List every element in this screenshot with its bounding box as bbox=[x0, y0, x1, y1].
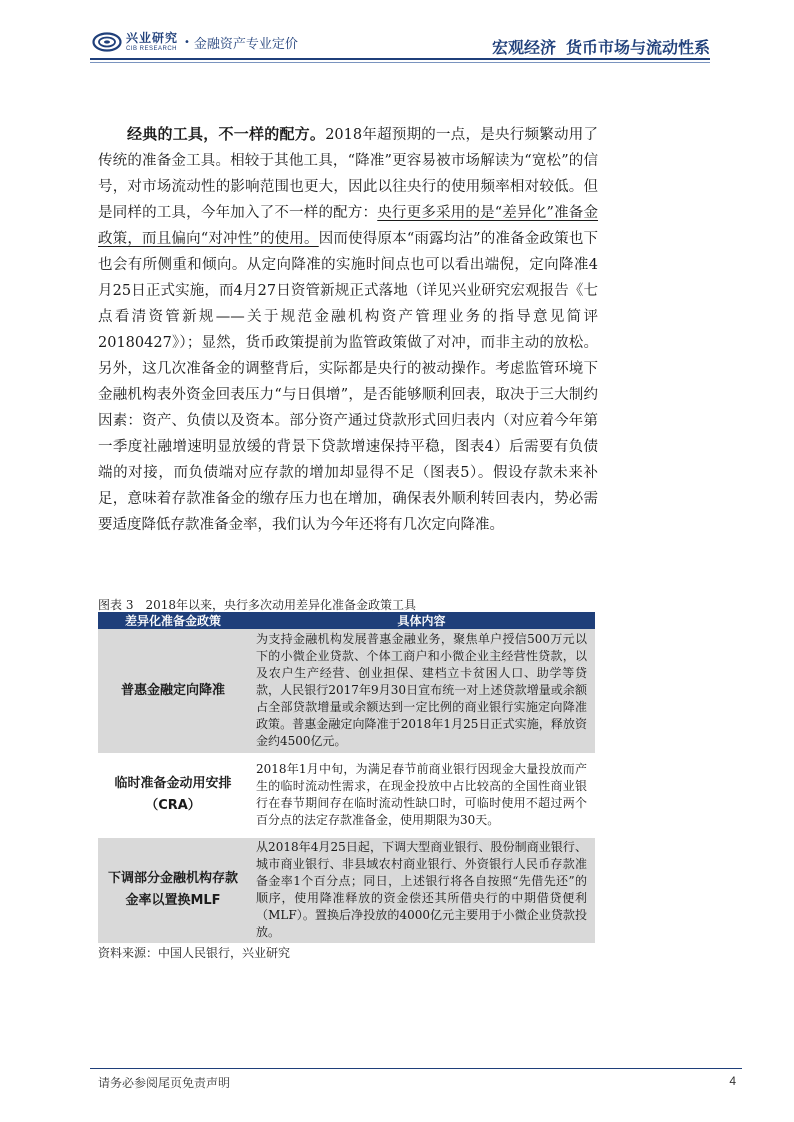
table-source: 资料来源：中国人民银行，兴业研究 bbox=[98, 946, 291, 960]
table-row bbox=[98, 629, 595, 753]
policy-name: 下调部分金融机构存款金率以置换MLF bbox=[98, 837, 248, 943]
table-caption-title: 2018年以来，央行多次动用差异化准备金政策工具 bbox=[145, 598, 416, 612]
policy-name: 临时准备金动用安排（CRA） bbox=[98, 753, 248, 837]
header-divider-thin bbox=[90, 62, 710, 63]
policy-name: 普惠金融定向降准 bbox=[98, 629, 248, 753]
header-divider bbox=[90, 58, 710, 60]
separator-dot: • bbox=[184, 36, 190, 48]
report-series bbox=[492, 35, 710, 58]
table-header-policy: 差异化准备金政策 bbox=[98, 612, 248, 629]
table-caption-label: 图表 3 bbox=[98, 598, 134, 612]
report-section: 宏观经济 bbox=[491, 38, 556, 57]
policy-table bbox=[98, 612, 595, 944]
body-paragraph bbox=[98, 121, 598, 538]
brand-name bbox=[126, 32, 178, 52]
brand-en: CIB RESEARCH bbox=[126, 46, 178, 52]
paragraph-highlight: 央行更多采用的是“差异化”准备金政策，而且偏向“对冲性”的使用。 bbox=[98, 205, 599, 247]
brand-slogan: 金融资产专业定价 bbox=[193, 36, 298, 52]
report-subsection: 货币市场与流动性系 bbox=[565, 38, 710, 57]
footer-disclaimer: 请务必参阅尾页免责声明 bbox=[98, 1076, 231, 1090]
brand-cn: 兴业研究 bbox=[126, 31, 179, 45]
paragraph-text-1: 2018年超预期的一点，是央行频繁动用了传统的准备金工具。相较于其他工具，“降准”更容易被市场解读为“宽松”的信号，对市场流动性的影响范围也更大，因此以往央行的使用频率相对较低。但是同样的工具，今年加入了不一样的配方： bbox=[98, 127, 598, 221]
cib-logo-icon bbox=[92, 32, 122, 52]
table-row bbox=[98, 837, 595, 943]
table-header-row bbox=[98, 612, 595, 629]
header-logo bbox=[92, 30, 298, 54]
paragraph-lead: 经典的工具，不一样的配方。 bbox=[127, 125, 326, 143]
policy-content: 为支持金融机构发展普惠金融业务，聚焦单户授信500万元以下的小微企业贷款、个体工商户和小微企业主经营性贷款，以及农户生产经营、创业担保、建档立卡贫困人口、助学等贷款，人民银行2017年9月30日宣布统一对上述贷款增量或余额占全部贷款增量或余额达到一定比例的商业银行实施定向降准政策。普惠金融定向降准于2018年1月25日正式实施，释放资金约4500亿元。 bbox=[248, 629, 595, 753]
footer-divider bbox=[90, 1068, 742, 1069]
paragraph-text-2: 因而使得原本“雨露均沾”的准备金政策也下也会有所侧重和倾向。从定向降准的实施时间点也可以看出端倪，定向降准4月25日正式实施，而4月27日资管新规正式落地（详见兴业研究宏观报告《七点看清资管新规——关于规范金融机构资产管理业务的指导意见简评 20180427》）；显然，货币政策提前为监管政策做了对冲，而非主动的放松。另外，这几次准备金的调整背后，实际都是央行的被动操作。考虑监管环境下金融机构表外资金回表压力“与日俱增”，是否能够顺利回表，取决于三大制约因素：资产、负债以及资本。部分资产通过贷款形式回归表内（对应着今年第一季度社融增速明显放缓的背景下贷款增速保持平稳，图表4）后需要有负债端的对接，而负债端对应存款的增加却显得不足（图表5）。假设存款未来补足，意味着存款准备金的缴存压力也在增加，确保表外顺利转回表内，势必需要适度降低存款准备金率，我们认为今年还将有几次定向降准。 bbox=[98, 231, 599, 533]
table-row bbox=[98, 753, 595, 837]
table-header-content: 具体内容 bbox=[248, 612, 595, 629]
table-caption bbox=[98, 596, 416, 613]
policy-content: 从2018年4月25日起，下调大型商业银行、股份制商业银行、城市商业银行、非县域农村商业银行、外资银行人民币存款准备金率1个百分点；同日，上述银行将各自按照“先借先还”的顺序，使用降准释放的资金偿还其所借央行的中期借贷便利（MLF）。置换后净投放的4000亿元主要用于小微企业贷款投放。 bbox=[248, 837, 595, 943]
page-number: 4 bbox=[729, 1074, 736, 1088]
policy-content: 2018年1月中旬，为满足春节前商业银行因现金大量投放而产生的临时流动性需求，在现金投放中占比较高的全国性商业银行在春节期间存在临时流动性缺口时，可临时使用不超过两个百分点的法定存款准备金，使用期限为30天。 bbox=[248, 753, 595, 837]
